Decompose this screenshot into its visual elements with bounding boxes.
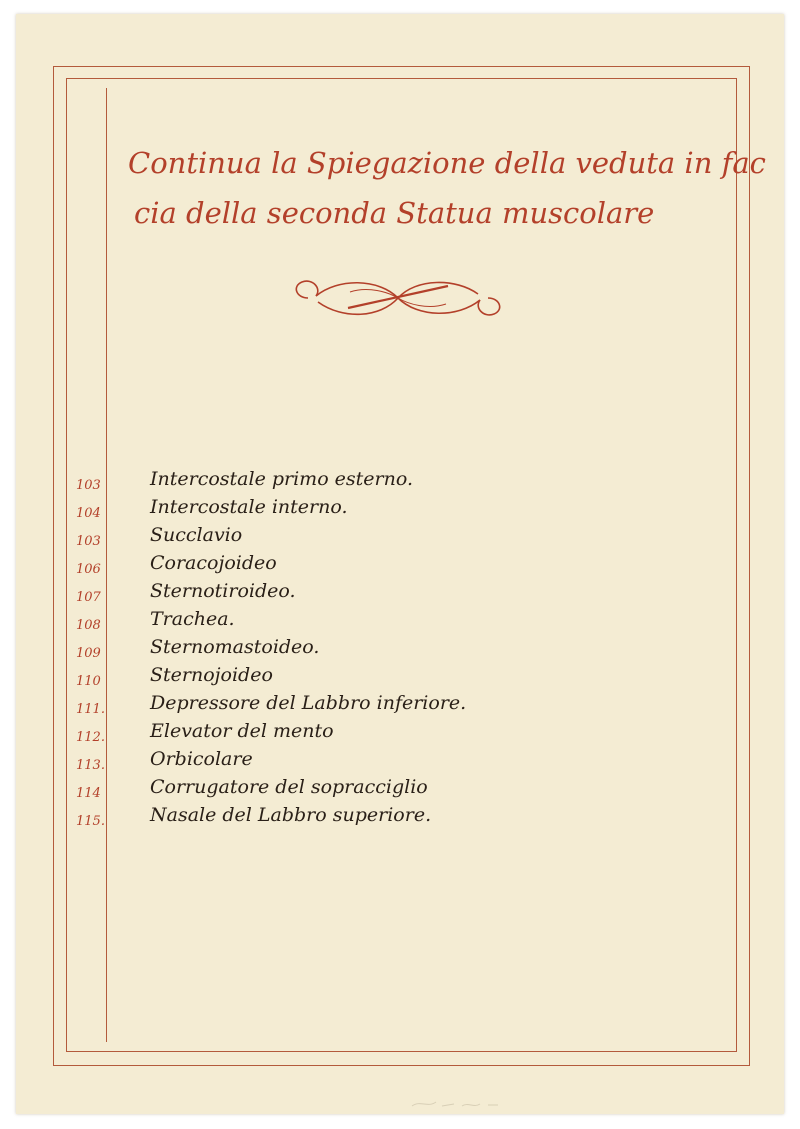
faint-pencil-mark [410, 1098, 510, 1110]
title-line-1: Continua la Spiegazione della veduta in fac [128, 146, 766, 180]
entry-name: Orbicolare [150, 748, 253, 770]
list-item [0, 636, 800, 664]
list-item [0, 804, 800, 832]
list-item [0, 524, 800, 552]
entry-number: 108 [76, 618, 101, 633]
list-item [0, 776, 800, 804]
entry-name: Trachea. [150, 608, 235, 630]
entry-name: Sternojoideo [150, 664, 273, 686]
calligraphic-flourish-icon [288, 268, 508, 328]
title-line-2: cia della seconda Statua muscolare [134, 196, 655, 230]
list-item [0, 748, 800, 776]
list-item [0, 496, 800, 524]
entry-name: Succlavio [150, 524, 243, 546]
entry-number: 107 [76, 590, 101, 605]
entry-number: 113. [76, 758, 105, 773]
entry-name: Coracojoideo [150, 552, 277, 574]
list-item [0, 552, 800, 580]
entry-number: 106 [76, 562, 101, 577]
entry-name: Corrugatore del sopracciglio [150, 776, 428, 798]
entry-name: Intercostale primo esterno. [150, 468, 414, 490]
entry-name: Elevator del mento [150, 720, 334, 742]
list-item [0, 580, 800, 608]
entry-name: Nasale del Labbro superiore. [150, 804, 432, 826]
entry-name: Sternotiroideo. [150, 580, 296, 602]
entry-name: Depressore del Labbro inferiore. [150, 692, 467, 714]
list-item [0, 468, 800, 496]
entry-number: 103 [76, 534, 101, 549]
entry-name: Sternomastoideo. [150, 636, 320, 658]
list-item [0, 720, 800, 748]
page-title [128, 138, 766, 238]
entry-number: 109 [76, 646, 101, 661]
list-item [0, 664, 800, 692]
entry-number: 114 [76, 786, 101, 801]
list-item [0, 692, 800, 720]
entry-number: 110 [76, 674, 101, 689]
entry-number: 104 [76, 506, 101, 521]
entry-name: Intercostale interno. [150, 496, 348, 518]
entry-number: 115. [76, 814, 105, 829]
entry-number: 103 [76, 478, 101, 493]
list-item [0, 608, 800, 636]
entry-number: 111. [76, 702, 105, 717]
entry-number: 112. [76, 730, 105, 745]
